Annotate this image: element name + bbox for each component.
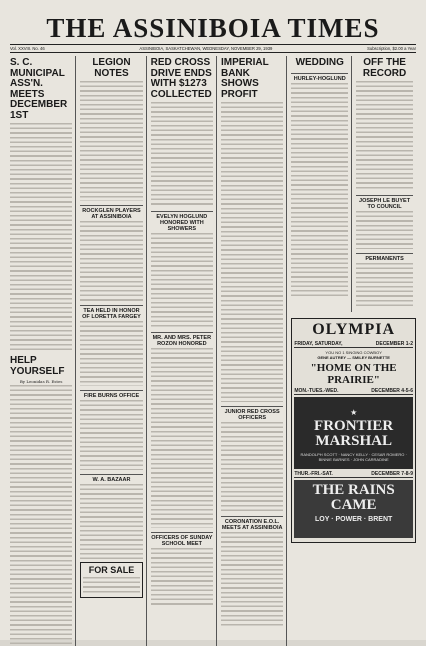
masthead-title: THE ASSINIBOIA TIMES (46, 13, 380, 43)
article-text (151, 233, 213, 328)
subhead-bazaar: W. A. BAZAAR (80, 474, 142, 483)
headline-municipal: S. C. MUNICIPAL ASS'N. MEETS DECEMBER 1ST (10, 57, 68, 121)
article-text (80, 484, 142, 559)
for-sale-heading: FOR SALE (88, 565, 135, 575)
article-text (356, 211, 413, 249)
article-text (10, 385, 72, 646)
show1-title: "HOME ON THE PRAIRIE" (310, 362, 397, 386)
headline-legion: LEGION NOTES (92, 57, 131, 79)
place-date: ASSINIBOIA, SASKATCHEWAN, WEDNESDAY, NOVEMBER 29, 1939 (139, 46, 273, 51)
column-4 (221, 56, 287, 646)
show3-day: THUR.-FRI.-SAT. (294, 471, 333, 477)
article-text (356, 81, 413, 191)
column-3 (151, 56, 217, 646)
frontier-marshal-poster (294, 397, 413, 469)
column-1 (10, 56, 76, 646)
article-text (356, 263, 413, 309)
byline: By Leonidas R. Estes (19, 379, 63, 384)
article-text (221, 422, 283, 512)
subhead-sunday-school: OFFICERS OF SUNDAY SCHOOL MEET (151, 532, 213, 547)
article-text (80, 400, 142, 470)
article-text (80, 221, 142, 301)
show1-stars: GENE AUTREY — SMILEY BURNETTE (317, 355, 390, 360)
headline-help-yourself: HELP YOURSELF (10, 355, 65, 377)
show2-date: DECEMBER 4-5-6 (371, 388, 413, 394)
subhead-coronation: CORONATION E.O.L. MEETS AT ASSINIBOIA (221, 516, 283, 531)
columns (10, 56, 416, 646)
volume-number: Vol. XXVIII. No. 46 (10, 46, 45, 51)
ad-text (83, 577, 139, 595)
show3-cast: LOY · POWER · BRENT (315, 516, 393, 523)
show3-date: DECEMBER 7-8-9 (371, 471, 413, 477)
show2-cast: RANDOLPH SCOTT · NANCY KELLY · CESAR ROMERO · BINNIE BARNES · JOHN CARRADINE (300, 452, 407, 462)
subhead-rozon: MR. AND MRS. PETER ROZON HONORED (151, 332, 213, 347)
headline-red-cross: RED CROSS DRIVE ENDS WITH $1273 COLLECTED (150, 57, 212, 100)
star-icon: ★ (350, 408, 358, 417)
column-5 (291, 56, 352, 312)
subhead-junior-red-cross: JUNIOR RED CROSS OFFICERS (221, 406, 283, 421)
show3-dates (294, 471, 413, 478)
headline-off-the-record: OFF THE RECORD (362, 57, 407, 79)
show3-title: THE RAINS CAME (312, 482, 395, 513)
show2-title: FRONTIER MARSHAL (314, 418, 394, 449)
article-text (151, 548, 213, 608)
article-text (80, 321, 142, 386)
olympia-ad (291, 318, 416, 543)
for-sale-ad (80, 562, 142, 598)
show1-dates (294, 341, 413, 348)
right-block (291, 56, 416, 646)
subhead-fire: FIRE BURNS OFFICE (80, 390, 142, 399)
right-top-columns (291, 56, 416, 312)
subhead-le-buyet: JOSEPH LE BUYET TO COUNCIL (356, 195, 413, 210)
article-text (151, 102, 213, 207)
show2-day: MON.-TUES.-WED. (294, 388, 339, 394)
subhead-hurley: HURLEY-HOGLUND (291, 73, 348, 82)
article-text (151, 348, 213, 528)
show1-tag: YOU NO 1 SINGING COWBOY (325, 350, 382, 355)
show2-dates (294, 388, 413, 395)
subhead-rockglen: ROCKGLEN PLAYERS AT ASSINIBOIA (80, 205, 142, 220)
olympia-name: OLYMPIA (312, 321, 396, 338)
article-text (221, 532, 283, 627)
column-2 (80, 56, 146, 646)
dateline (10, 44, 416, 53)
column-6 (356, 56, 416, 312)
headline-imperial-bank: IMPERIAL BANK SHOWS PROFIT (220, 57, 269, 100)
subhead-hoglund: EVELYN HOGLUND HONORED WITH SHOWERS (151, 211, 213, 232)
article-text (10, 123, 72, 353)
article-text (80, 81, 142, 201)
headline-wedding: WEDDING (295, 57, 344, 68)
subhead-tea: TEA HELD IN HONOR OF LORETTA FARGEY (80, 305, 142, 320)
show1-date: DECEMBER 1-2 (375, 341, 413, 347)
subhead-permanents: PERMANENTS (356, 253, 413, 262)
article-text (221, 102, 283, 402)
rains-came-poster (294, 480, 413, 538)
show1-day: FRIDAY, SATURDAY, (294, 341, 343, 347)
article-text (291, 83, 348, 298)
subscription-price: Subscription, $2.00 a Year (367, 46, 416, 51)
